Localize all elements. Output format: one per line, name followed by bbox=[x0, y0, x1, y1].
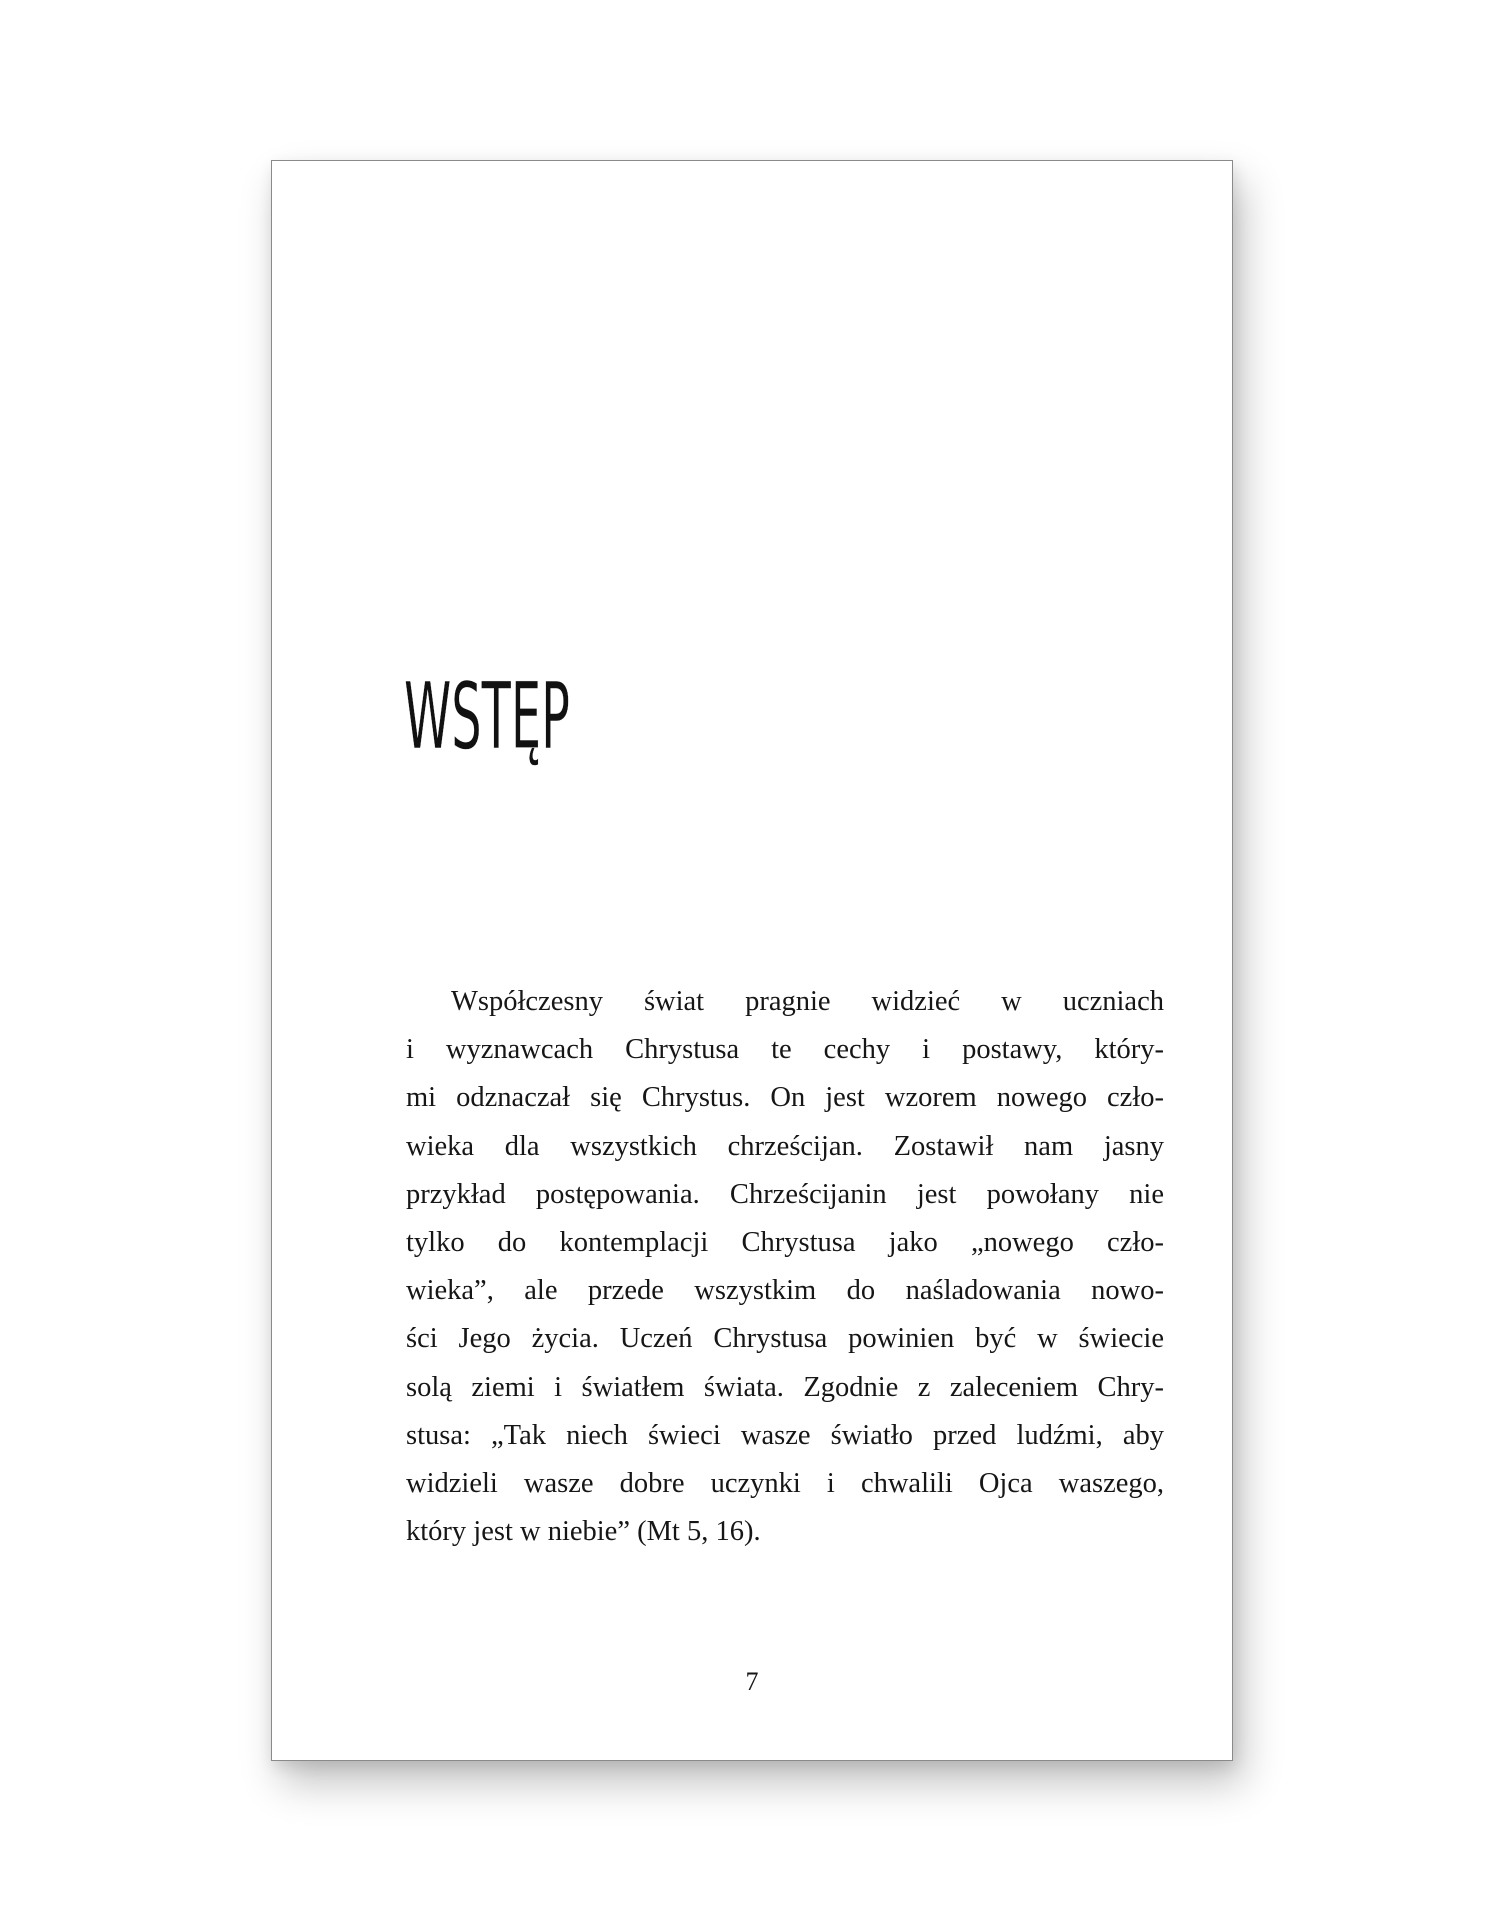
text-line: Współczesny świat pragnie widzieć w uczniach bbox=[451, 986, 1164, 1017]
text-line: który jest w niebie” (Mt 5, 16). bbox=[406, 1516, 761, 1548]
text-line: wieka”, ale przede wszystkim do naśladowania nowo- bbox=[406, 1275, 1164, 1307]
text-line: mi odznaczał się Chrystus. On jest wzorem nowego czło- bbox=[406, 1082, 1164, 1114]
body-text bbox=[406, 978, 1164, 1548]
text-line: ści Jego życia. Uczeń Chrystusa powinien być w świecie bbox=[406, 1323, 1164, 1355]
text-line: tylko do kontemplacji Chrystusa jako „nowego czło- bbox=[406, 1227, 1164, 1259]
text-line: i wyznawcach Chrystusa te cechy i postawy, który- bbox=[406, 1034, 1164, 1066]
text-line: przykład postępowania. Chrześcijanin jest powołany nie bbox=[406, 1178, 1164, 1210]
text-line: solą ziemi i światłem świata. Zgodnie z zaleceniem Chry- bbox=[406, 1371, 1164, 1403]
paragraph-1 bbox=[406, 978, 1164, 1548]
book-page bbox=[271, 160, 1233, 1761]
text-line: stusa: „Tak niech świeci wasze światło przed ludźmi, aby bbox=[406, 1419, 1164, 1451]
page-number: 7 bbox=[745, 1667, 759, 1696]
chapter-title: WSTĘP bbox=[404, 663, 570, 770]
text-line: widzieli wasze dobre uczynki i chwalili Ojca waszego, bbox=[406, 1468, 1164, 1500]
text-line: wieka dla wszystkich chrześcijan. Zostawił nam jasny bbox=[406, 1130, 1164, 1162]
